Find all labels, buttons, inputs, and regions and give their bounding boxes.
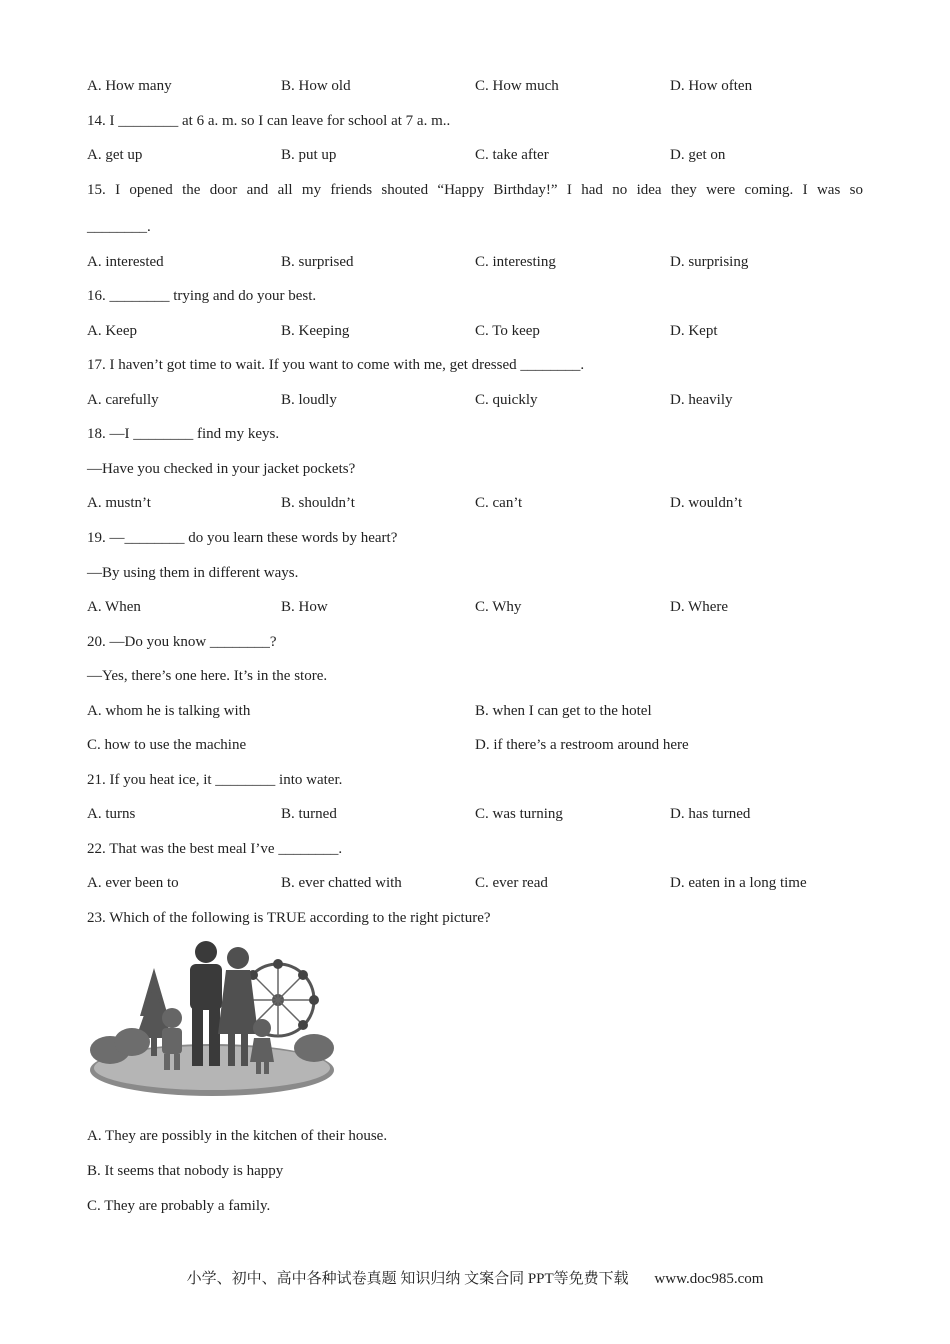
- answer-option: A. whom he is talking with: [87, 703, 251, 719]
- question-text: 17. I haven’t got time to wait. If you want to come with me, get dressed ________.: [87, 357, 585, 373]
- answer-option: C. Why: [475, 599, 522, 615]
- question-text: A. They are possibly in the kitchen of their house.: [87, 1128, 388, 1144]
- answer-option: D. heavily: [670, 392, 733, 408]
- answer-option: C. ever read: [475, 875, 548, 891]
- answer-option: A. turns: [87, 806, 136, 822]
- answer-option: A. Keep: [87, 323, 137, 339]
- answer-option: B. when I can get to the hotel: [475, 703, 652, 719]
- answer-option: D. surprising: [670, 254, 749, 270]
- answer-option: D. How often: [670, 78, 753, 94]
- question-text: 16. ________ trying and do your best.: [87, 288, 317, 304]
- question-text: 21. If you heat ice, it ________ into water.: [87, 772, 343, 788]
- answer-option: C. how to use the machine: [87, 737, 247, 753]
- question-text: 18. —I ________ find my keys.: [87, 426, 280, 442]
- answer-option: A. ever been to: [87, 875, 179, 891]
- answer-option: A. When: [87, 599, 141, 615]
- question-text: ________.: [87, 219, 151, 235]
- footer-text: 小学、初中、高中各种试卷真题 知识归纳 文案合同 PPT等免费下载: [186, 1271, 629, 1287]
- answer-option: A. carefully: [87, 392, 159, 408]
- answer-option: D. get on: [670, 147, 726, 163]
- question-text: C. They are probably a family.: [87, 1198, 271, 1214]
- answer-option: D. wouldn’t: [670, 495, 743, 511]
- answer-option: C. can’t: [475, 495, 523, 511]
- answer-option: C. To keep: [475, 323, 540, 339]
- answer-option: D. has turned: [670, 806, 751, 822]
- answer-option: B. How old: [281, 78, 351, 94]
- question-text: —By using them in different ways.: [87, 565, 299, 581]
- answer-option: C. take after: [475, 147, 549, 163]
- answer-option: B. How: [281, 599, 328, 615]
- question-text: B. It seems that nobody is happy: [87, 1163, 284, 1179]
- answer-option: D. Kept: [670, 323, 718, 339]
- question-text: —Yes, there’s one here. It’s in the store.: [87, 668, 328, 684]
- answer-option: B. put up: [281, 147, 337, 163]
- answer-option: B. shouldn’t: [281, 495, 355, 511]
- family-amusement-park-picture: [88, 938, 336, 1098]
- question-text: 23. Which of the following is TRUE according to the right picture?: [87, 910, 491, 926]
- answer-option: D. eaten in a long time: [670, 875, 807, 891]
- answer-option: C. interesting: [475, 254, 556, 270]
- answer-option: C. quickly: [475, 392, 538, 408]
- answer-option: D. if there’s a restroom around here: [475, 737, 689, 753]
- answer-option: A. get up: [87, 147, 143, 163]
- answer-option: D. Where: [670, 599, 729, 615]
- question-text: 19. —________ do you learn these words by heart?: [87, 530, 398, 546]
- answer-option: B. surprised: [281, 254, 354, 270]
- answer-option: B. ever chatted with: [281, 875, 402, 891]
- question-text: 14. I ________ at 6 a. m. so I can leave for school at 7 a. m..: [87, 113, 451, 129]
- answer-option: B. loudly: [281, 392, 337, 408]
- question-text: 15. I opened the door and all my friends shouted “Happy Birthday!” I had no idea they were coming. I was so: [87, 182, 863, 198]
- question-text: —Have you checked in your jacket pockets?: [87, 461, 356, 477]
- answer-option: A. How many: [87, 78, 172, 94]
- footer-url: www.doc985.com: [654, 1271, 764, 1287]
- question-text: 20. —Do you know ________?: [87, 634, 277, 650]
- page-footer: [0, 1268, 950, 1290]
- answer-option: C. How much: [475, 78, 559, 94]
- answer-option: B. Keeping: [281, 323, 350, 339]
- answer-option: B. turned: [281, 806, 337, 822]
- question-text: 22. That was the best meal I’ve ________.: [87, 841, 343, 857]
- answer-option: C. was turning: [475, 806, 563, 822]
- answer-option: A. mustn’t: [87, 495, 151, 511]
- answer-option: A. interested: [87, 254, 164, 270]
